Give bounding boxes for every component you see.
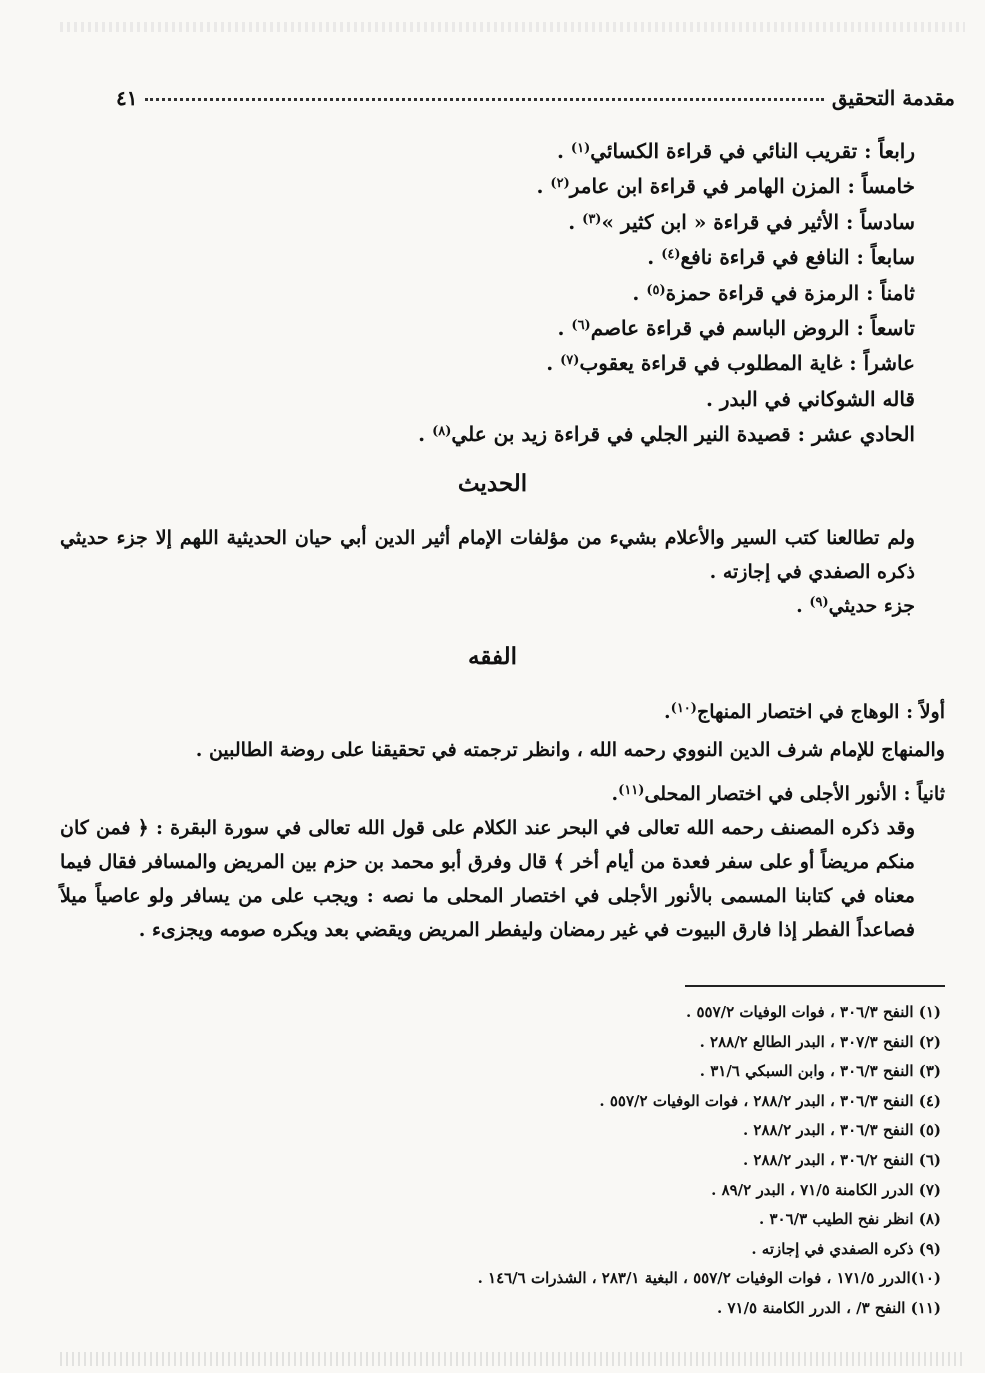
list-item: رابعاً : تقريب النائي في قراءة الكسائي$^{(١)}$ . bbox=[556, 139, 915, 163]
footnote: (١) النفح ٣٠٦/٣ ، فوات الوفيات ٥٥٧/٢ . bbox=[686, 1003, 941, 1021]
hadith-item: جزء حديثي$^{(٩)}$ . bbox=[796, 595, 915, 617]
footnote: (١١) النفح ٣/ ، الدرر الكامنة ٧١/٥ . bbox=[717, 1298, 941, 1317]
footnote: (٦) النفح ٣٠٦/٢ ، البدر ٢٨٨/٢ . bbox=[742, 1150, 941, 1169]
hadith-paragraph: ولم تطالعنا كتب السير والأعلام بشيء من مؤلفات الإمام أثير الدين أبي حيان الحديثية اللهم إلا جزء حديثي ذكره الصفدي في إجازته . bbox=[60, 527, 915, 583]
list-item: قاله الشوكاني في البدر . bbox=[705, 386, 915, 411]
section-heading-hadith: الحديث bbox=[457, 470, 528, 497]
section-heading-fiqh: الفقه bbox=[468, 643, 517, 670]
footnotes bbox=[200, 998, 941, 1324]
footnote: (١٠)الدرر ١٧١/٥ ، فوات الوفيات ٥٥٧/٢ ، البغية ٢٨٣/١ ، الشذرات ١٤٦/٦ . bbox=[477, 1269, 941, 1288]
footnote-ref[interactable]: (١٠) bbox=[670, 701, 697, 716]
hadith-section bbox=[60, 521, 945, 623]
footnote-ref[interactable]: (٢) bbox=[550, 176, 570, 192]
header-title: مقدمة التحقيق bbox=[831, 86, 955, 110]
footnote-ref[interactable]: (٧) bbox=[560, 353, 580, 369]
footnote-ref[interactable]: (٦) bbox=[571, 317, 591, 333]
footnote-ref[interactable]: (٩) bbox=[809, 595, 829, 610]
list-item: الحادي عشر : قصيدة النير الجلي في قراءة زيد بن علي$^{(٨)}$ . bbox=[418, 422, 915, 447]
footnote-ref[interactable]: (١١) bbox=[618, 783, 645, 798]
footnote-ref[interactable]: (٤) bbox=[661, 247, 681, 263]
list-item: سابعاً : النافع في قراءة نافع$^{(٤)}$ . bbox=[647, 245, 915, 270]
footnote: (٣) النفح ٣٠٦/٣ ، وابن السبكي ٣١/٦ . bbox=[699, 1062, 941, 1081]
fiqh-item-second: ثانياً : الأنور الأجلى في اختصار المحلى$^{(١١)}$. bbox=[611, 783, 945, 805]
footnote-ref[interactable]: (٥) bbox=[646, 282, 666, 298]
header-dot-leader bbox=[145, 98, 823, 101]
list-item: ثامناً : الرمزة في قراءة حمزة$^{(٥)}$ . bbox=[632, 280, 915, 305]
fiqh-section bbox=[60, 695, 945, 947]
footnote: (٧) الدرر الكامنة ٧١/٥ ، البدر ٨٩/٢ . bbox=[711, 1180, 941, 1199]
running-header bbox=[116, 86, 955, 116]
list-item: عاشراً : غاية المطلوب في قراءة يعقوب$^{(٧)}$ . bbox=[546, 351, 915, 376]
quran-verse: ﴿ فمن كان منكم مريضاً أو على سفر فعدة من أيام أخر ﴾ bbox=[60, 817, 915, 873]
fiqh-item-first: أولاً : الوهاج في اختصار المنهاج$^{(١٠)}$. bbox=[664, 701, 945, 723]
page-number: ٤١ bbox=[116, 86, 138, 110]
footnote-separator bbox=[685, 985, 945, 987]
footnote-ref[interactable]: (١) bbox=[570, 141, 591, 156]
list-item: خامساً : المزن الهامر في قراءة ابن عامر$^{(٢)}$ . bbox=[536, 174, 915, 199]
fiqh-paragraph: وقد ذكره المصنف رحمه الله تعالى في البحر عند الكلام على قول الله تعالى في سورة البقرة : ﴿ فمن كان منكم مريضاً أو على سفر فعدة من أيام أخر ﴾ قال وفرق أبو محمد بن حزم بين المريض والمسافر فقال فيما معناه في كتابنا المسمى بالأنور الأجلى في اختصار المحلى ما نصه : ويجب على من يسافر ولو عاصياً ميلاً فصاعداً الفطر إذا فارق البيوت في غير رمضان وليفطر المريض ويقضي بعد ويكره صومه ويجزىء . bbox=[60, 817, 915, 941]
footnote-ref[interactable]: (٣) bbox=[582, 211, 602, 227]
list-item: سادساً : الأثير في قراءة « ابن كثير »$^{(٣)}$ . bbox=[568, 209, 915, 234]
footnote-ref[interactable]: (٨) bbox=[432, 424, 452, 440]
minhaj-note: والمنهاج للإمام شرف الدين النووي رحمه الله ، وانظر ترجمته في تحقيقنا على روضة الطالبين . bbox=[195, 739, 945, 761]
qiraat-works-list bbox=[110, 134, 915, 453]
footnote: (٥) النفح ٣٠٦/٣ ، البدر ٢٨٨/٢ . bbox=[742, 1121, 941, 1140]
footnote: (٢) النفح ٣٠٧/٣ ، البدر الطالع ٢٨٨/٢ . bbox=[699, 1032, 941, 1051]
footnote: (٨) انظر نفح الطيب ٣٠٦/٣ . bbox=[759, 1210, 941, 1229]
list-item: تاسعاً : الروض الباسم في قراءة عاصم$^{(٦)}$ . bbox=[557, 315, 915, 340]
footnote: (٤) النفح ٣٠٦/٣ ، البدر ٢٨٨/٢ ، فوات الوفيات ٥٥٧/٢ . bbox=[599, 1091, 941, 1110]
footnote: (٩) ذكره الصفدي في إجازته . bbox=[751, 1239, 941, 1258]
